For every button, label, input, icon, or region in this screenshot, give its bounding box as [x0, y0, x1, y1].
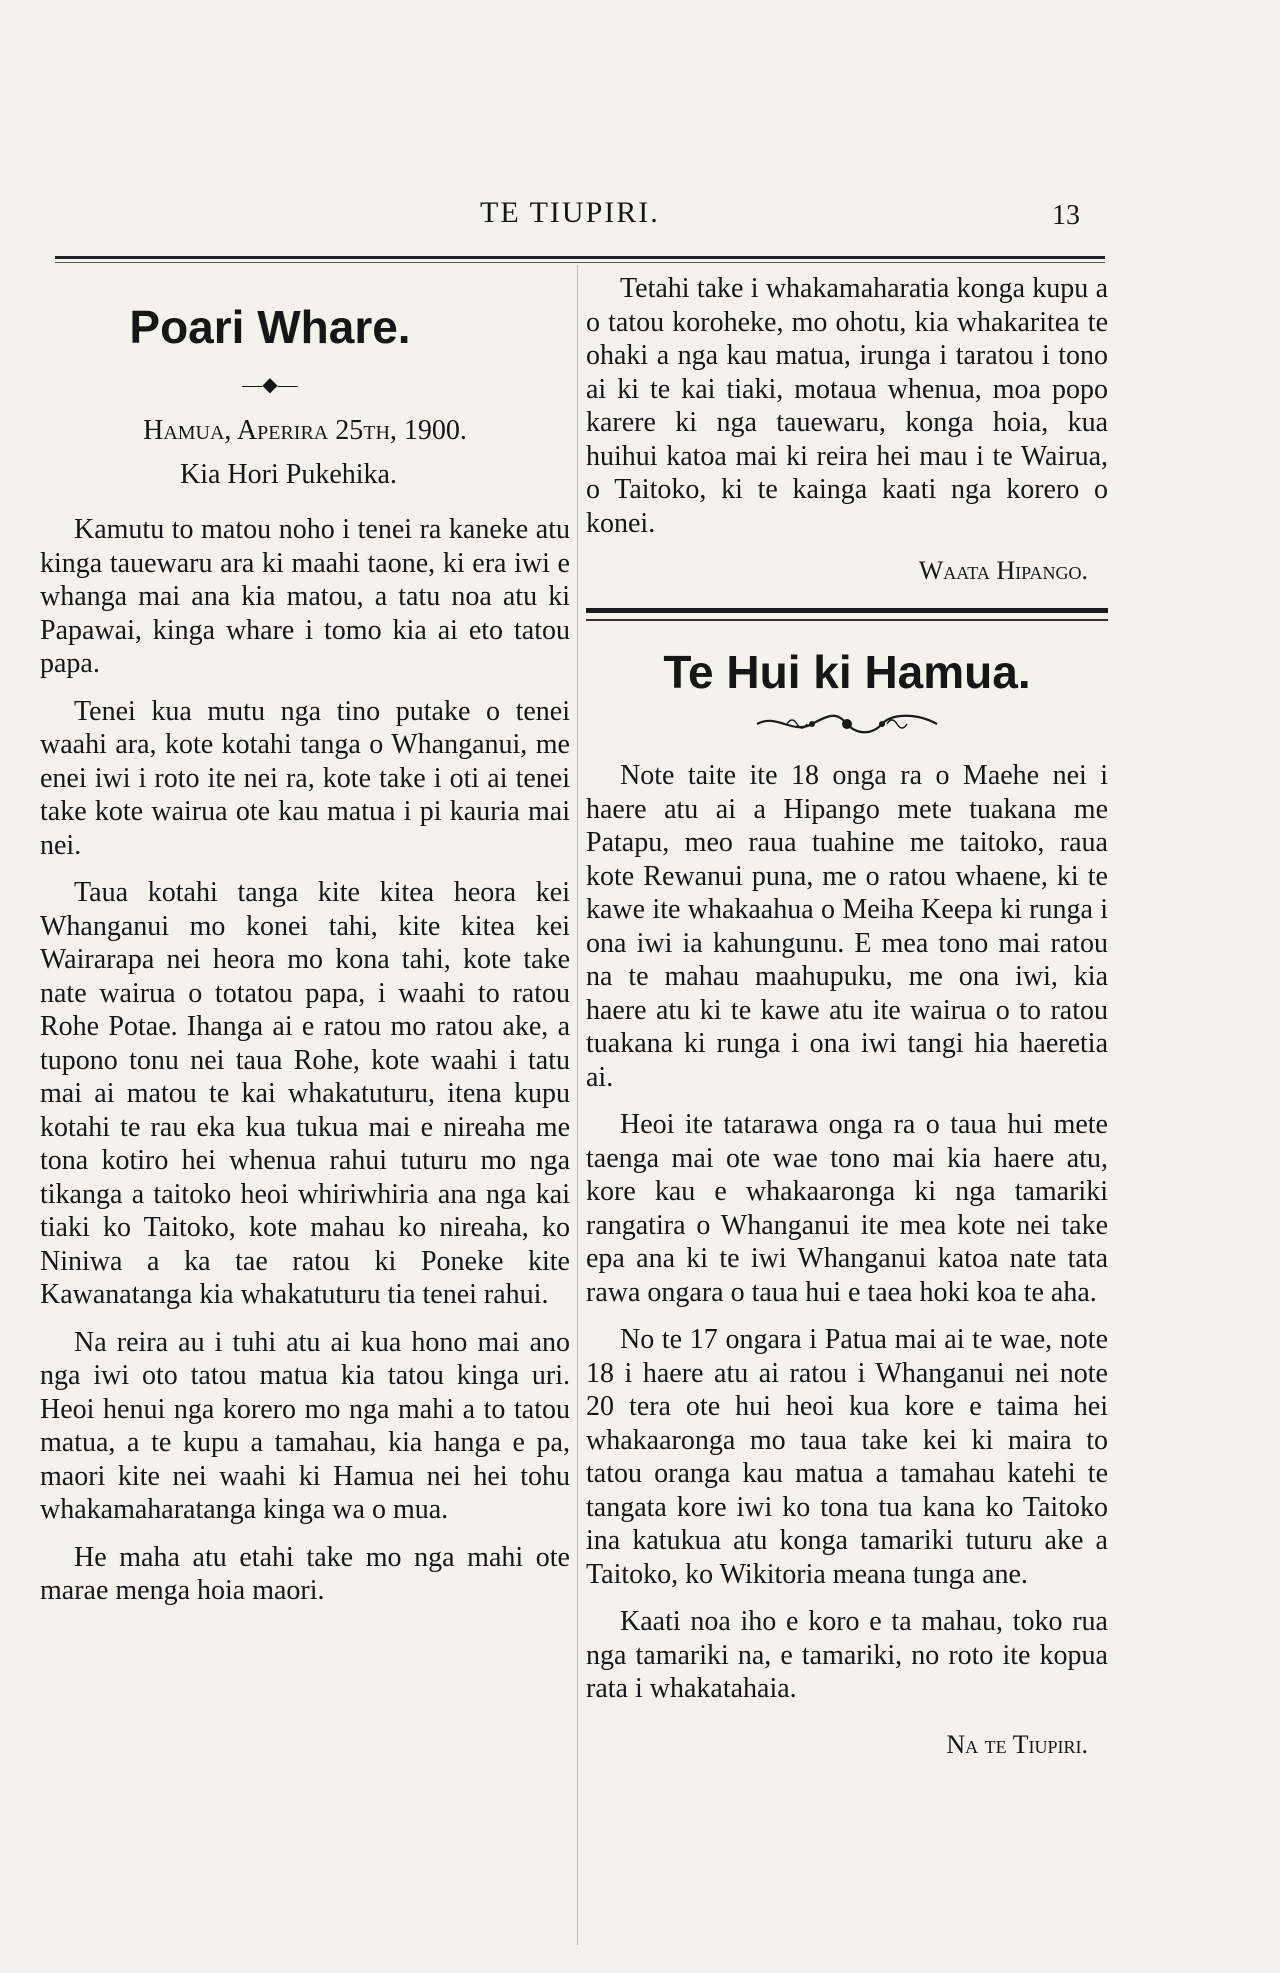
salutation: Kia Hori Pukehika. — [180, 459, 397, 490]
article-paragraph: Kaati noa iho e koro e ta mahau, toko rua nga tamariki na, e tamariki, no roto ite kopua rata i whakatahaia. — [586, 1606, 1108, 1704]
article-paragraph: Tetahi take i whakamaharatia konga kupu a o tatou koroheke, mo ohotu, kia whakaritea te ohaki a nga kau matua, irunga i taratou i tono ai ki te kai tiaki, motaua whenua, moa popo karere ki nga tauewaru, konga hoia, kua huihui katoa mai ki reira hei mau i te Wairua, o Taitoko, ki te kainga kaati nga korero o konei. — [586, 273, 1108, 539]
left-column — [40, 272, 570, 1622]
header-rule — [55, 256, 1105, 259]
article-paragraph: Kamutu to matou noho i tenei ra kaneke atu kinga tauewaru ara ki maahi taone, ki era iwi e whanga mai ana kia matou, a tatu noa atu ki Papawai, kinga whare i tomo kia ai eto tatou papa. — [40, 514, 570, 679]
article-paragraph: Taua kotahi tanga kite kitea heora kei Whanganui mo konei tahi, kite kitea kei Wairarapa nei heora mo kona tahi, kote take nate wairua o totatou papa, i waahi to ratou Rohe Potae. Ihanga ai e ratou mo ratou ake, a tupono tonu nei taua Rohe, kote waahi i tatu mai ai matou te kai whakatuturu, itena kupu kotahi te rau eka kua tukua mai e nireaha me tona kotiro hei whenua rahui tuturu mo nga tikanga a taitoko heoi whiriwhiria ana nga kai tiaki ko Taitoko, kote mahau ko nireaha, ko Niniwa a ka tae ratou ki Poneke kite Kawanatanga kia whakatuturu tia tenei rahui. — [40, 877, 570, 1310]
column-separator — [577, 265, 578, 1945]
scroll-ornament-icon — [747, 711, 947, 737]
dateline: Hamua, Aperira 25th, 1900. — [143, 415, 467, 446]
section-rule-thin — [586, 619, 1108, 621]
page-number: 13 — [1052, 200, 1080, 231]
diamond-ornament-icon: —◆— — [242, 374, 298, 396]
article-paragraph: Heoi ite tatarawa onga ra o taua hui mete taenga mai ote wae tono mai kia haere atu, kore kau e whakaaronga ki nga tamariki rangatira o Whanganui ite mea kote nei take epa ana ki te iwi Whanganui katoa nate tata rawa ongara o taua hui e taea hoki koa te aha. — [586, 1109, 1108, 1308]
signature-na-te-tiupiri: Na te Tiupiri. — [946, 1729, 1088, 1759]
running-title: TE TIUPIRI. — [480, 196, 660, 229]
article-paragraph: He maha atu etahi take mo nga mahi ote marae menga hoia maori. — [40, 1541, 570, 1606]
page-header — [40, 196, 1100, 246]
article-paragraph: Na reira au i tuhi atu ai kua hono mai ano nga iwi oto tatou matua kia tatou kinga uri. Heoi henui nga korero mo nga mahi a to tatou matua, a te kupu a tamahau, kia hanga e pa, maori kite nei waahi ki Hamua nei hei tohu whakamaharatanga kinga wa o mua. — [40, 1326, 570, 1525]
header-rule-thin — [55, 262, 1105, 263]
article-title-te-hui-ki-hamua: Te Hui ki Hamua. — [663, 646, 1031, 698]
section-rule-thick — [586, 608, 1108, 613]
signature-waata-hipango: Waata Hipango. — [918, 556, 1088, 585]
article-title-poari-whare: Poari Whare. — [129, 301, 411, 353]
article-paragraph: Tenei kua mutu nga tino putake o tenei waahi ara, kote kotahi tanga o Whanganui, me enei iwi i roto ite nei ra, kote take i oti ai tenei take kote wairua ote kau matua i pi kauria mai nei. — [40, 695, 570, 861]
article-paragraph: No te 17 ongara i Patua mai ai te wae, note 18 i haere atu ai ratou i Whanganui nei note 20 tera ote hui heoi kua kore e taima hei whakaaronga mo taua take kei ki maira to tatou oranga kau matua a tamahau katehi te tangata kore iwi ko tona tua kana ko Taitoko ina katukua atu konga tamariki tuturu ake a Taitoko, ko Wikitoria meana tunga ane. — [586, 1324, 1108, 1590]
article-paragraph: Note taite ite 18 onga ra o Maehe nei i haere atu ai a Hipango mete tuakana me Patapu, meo raua tuahine me taitoko, raua kote Rewanui puna, me o ratou whaene, ki te kawe ite whakaahua o Meiha Keepa ki runga i ona iwi ia kahungunu. E mea tono mai ratou na te mahau maahupuku, me ona iwi, kia haere atu ki te kawe atu ite wairua o to ratou tuakana ki runga i ona iwi tangi hia haeretia ai. — [586, 760, 1108, 1093]
right-column — [586, 272, 1108, 1760]
